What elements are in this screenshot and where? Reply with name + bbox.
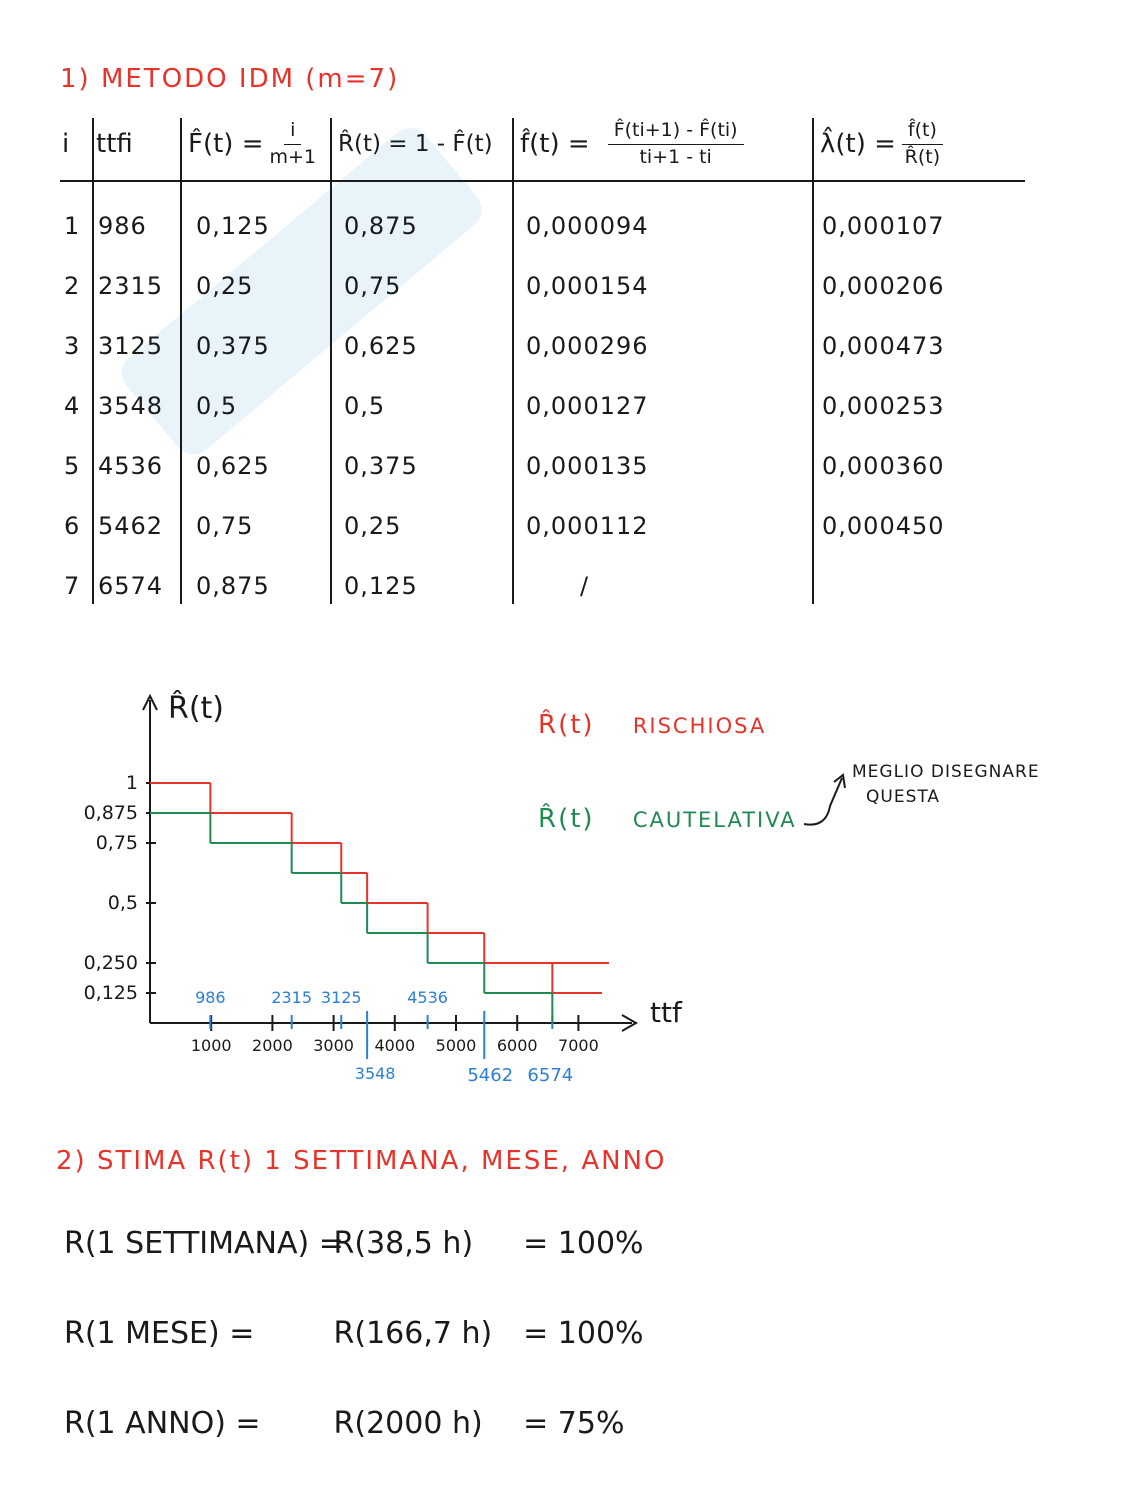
cell-R: 0,5 [344,392,386,420]
header-f-den: ti+1 - ti [639,145,712,168]
x-tick-label: 1000 [190,1036,232,1055]
cell-R: 0,375 [344,452,418,480]
estimate-year-result: = 75% [523,1406,625,1441]
header-R: R̂(t) = 1 - F̂(t) [338,131,493,157]
x-tick-label: 6000 [496,1036,538,1055]
header-lambda-den: R̂(t) [904,145,941,168]
cell-ttf: 986 [98,212,147,240]
cell-ttf: 6574 [98,572,164,600]
y-tick-label: 0,5 [107,892,138,914]
cell-f: 0,000094 [526,212,649,240]
annotation-note [852,760,1040,809]
note-arrow-icon [800,770,860,836]
annotation-note-line1: MEGLIO DISEGNARE [852,762,1040,782]
failure-label: 3548 [354,1064,396,1083]
y-tick-label: 1 [125,772,138,794]
header-lambda-num: f̂(t) [902,120,943,145]
cell-f: 0,000135 [526,452,649,480]
estimate-month-result: = 100% [523,1316,644,1351]
y-tick-label: 0,75 [95,832,138,854]
cell-f: 0,000296 [526,332,649,360]
cell-R: 0,625 [344,332,418,360]
cell-F: 0,375 [196,332,270,360]
x-tick-label: 5000 [435,1036,477,1055]
annotation-note-line2: QUESTA [866,786,941,807]
cell-i: 4 [64,392,81,420]
x-tick-label: 4000 [374,1036,416,1055]
header-f-num: F̂(ti+1) - F̂(ti) [608,120,744,145]
y-tick-label: 0,250 [83,952,138,974]
estimate-year [64,1406,624,1441]
x-tick-label: 7000 [558,1036,599,1055]
estimate-week-result: = 100% [523,1226,644,1261]
cell-i: 1 [64,212,81,240]
cell-R: 0,875 [344,212,418,240]
cell-i: 7 [64,572,81,600]
failure-label: 2315 [271,988,313,1007]
x-tick-label: 3000 [313,1036,354,1055]
cell-F: 0,25 [196,272,254,300]
legend-rischiosa [538,710,766,740]
cell-ttf: 2315 [98,272,164,300]
cell-F: 0,5 [196,392,238,420]
cell-R: 0,25 [344,512,402,540]
y-tick-label: 0,875 [83,802,138,824]
header-F-num: i [284,120,301,145]
estimate-week-mid: R(38,5 h) [333,1226,474,1261]
y-axis-label: R̂(t) [168,691,225,726]
cell-F: 0,125 [196,212,270,240]
header-i: i [62,129,70,159]
cell-R: 0,125 [344,572,418,600]
estimate-year-lhs: R(1 ANNO) = [64,1406,261,1441]
y-tick-label: 0,125 [83,982,138,1004]
failure-label: 6574 [527,1065,574,1086]
cell-lambda: 0,000107 [822,212,945,240]
estimate-month [64,1316,644,1351]
legend-cautelativa [538,804,797,834]
x-tick-label: 2000 [252,1036,293,1055]
cell-F: 0,875 [196,572,270,600]
estimate-month-lhs: R(1 MESE) = [64,1316,255,1351]
failure-label: 4536 [407,988,448,1007]
cell-lambda: 0,000360 [822,452,945,480]
x-axis-label: ttf [650,996,682,1029]
cell-lambda: 0,000253 [822,392,945,420]
cell-f: 0,000127 [526,392,649,420]
header-F-label: F̂(t) = [188,129,264,159]
legend-rischiosa-label: RISCHIOSA [632,714,767,738]
header-lambda-label: λ̂(t) = [820,129,896,159]
cell-ttf: 3125 [98,332,164,360]
cell-lambda: 0,000450 [822,512,945,540]
cell-i: 5 [64,452,81,480]
estimate-year-mid: R(2000 h) [333,1406,483,1441]
cell-i: 2 [64,272,81,300]
cell-R: 0,75 [344,272,402,300]
cell-F: 0,75 [196,512,254,540]
cell-i: 3 [64,332,81,360]
estimate-week [64,1226,644,1261]
header-ttf: ttfi [96,129,133,159]
section-2-title: 2) STIMA R(t) 1 SETTIMANA, MESE, ANNO [56,1146,667,1176]
estimate-month-mid: R(166,7 h) [333,1316,493,1351]
cell-F: 0,625 [196,452,270,480]
header-f-label: f̂(t) = [520,129,590,159]
section-1-title: 1) METODO IDM (m=7) [60,64,400,94]
cell-ttf: 4536 [98,452,164,480]
cell-ttf: 3548 [98,392,164,420]
cell-lambda: 0,000206 [822,272,945,300]
cell-f: 0,000154 [526,272,649,300]
legend-cautelativa-label: CAUTELATIVA [632,808,797,832]
cell-f: / [580,572,590,600]
failure-label: 3125 [320,988,362,1007]
failure-label: 986 [195,988,226,1007]
cell-lambda: 0,000473 [822,332,945,360]
failure-label: 5462 [467,1065,514,1086]
legend-rischiosa-symbol: R̂(t) [538,710,595,740]
header-F-den: m+1 [269,145,317,168]
cell-f: 0,000112 [526,512,649,540]
legend-cautelativa-symbol: R̂(t) [538,804,595,834]
cell-i: 6 [64,512,81,540]
estimate-week-lhs: R(1 SETTIMANA) = [64,1226,344,1261]
cell-ttf: 5462 [98,512,164,540]
